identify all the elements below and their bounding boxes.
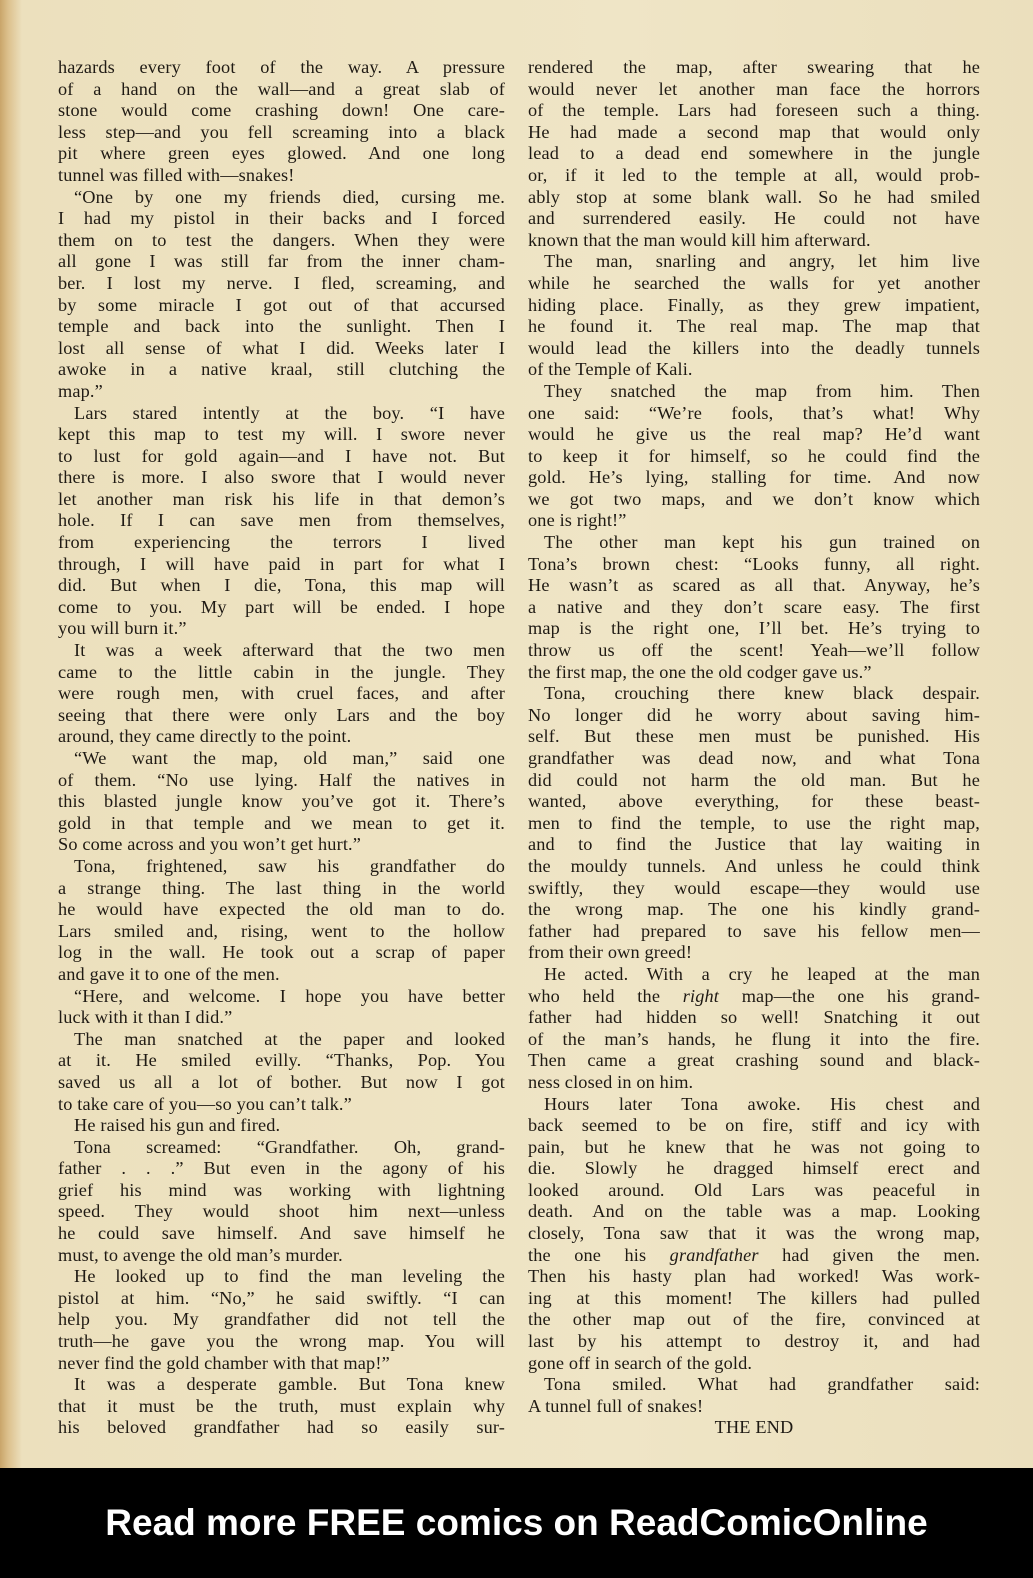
text-line: A tunnel full of snakes! xyxy=(528,1395,704,1416)
text-line: to take care of you—so you can’t talk.” xyxy=(58,1093,352,1114)
the-end-label: THE END xyxy=(714,1417,794,1438)
text-line: throw us off the scent! Yeah—we’ll follow xyxy=(528,640,980,661)
text-line: He had made a second map that would only xyxy=(528,121,980,142)
text-line: ber. I lost my nerve. I fled, screaming, and xyxy=(58,272,505,293)
text-line: around, they came directly to the point. xyxy=(58,726,352,747)
text-line: them on to test the dangers. When they were xyxy=(58,229,505,250)
text-line: ing at this moment! The killers had pulled xyxy=(528,1287,980,1308)
text-line: speed. They would shoot him next—unless xyxy=(58,1201,505,1222)
left-text-column xyxy=(58,57,505,1439)
text-line: Tona screamed: “Grandfather. Oh, grand- xyxy=(74,1136,505,1157)
text-line: swiftly, they would escape—they would use xyxy=(528,877,980,898)
text-line: let another man risk his life in that demon’s xyxy=(58,488,505,509)
text-line: die. Slowly he dragged himself erect and xyxy=(528,1158,980,1179)
footer-banner[interactable] xyxy=(0,1468,1033,1578)
text-line: through, I will have paid in part for what I xyxy=(58,553,505,574)
text-line: father . . .” But even in the agony of his xyxy=(58,1158,505,1179)
italic-text: right xyxy=(682,985,720,1006)
text-line: ably stop at some blank wall. So he had smiled xyxy=(528,186,980,207)
text-line: men to find the temple, to use the right map, xyxy=(528,812,980,833)
text-line: self. But these men must be punished. His xyxy=(528,726,980,747)
text-line: “Here, and welcome. I hope you have better xyxy=(74,985,505,1006)
text-line: Tona, frightened, saw his grandfather do xyxy=(74,855,505,876)
text-line: and surrendered easily. He could not have xyxy=(528,208,980,229)
text-line: truth—he gave you the wrong map. You will xyxy=(58,1331,505,1352)
text-line: would lead the killers into the deadly tunnels xyxy=(528,337,980,358)
text-line: looked around. Old Lars was peaceful in xyxy=(528,1179,980,1200)
text-line: temple and back into the sunlight. Then I xyxy=(58,316,505,337)
text-line: known that the man would kill him afterward. xyxy=(528,229,871,250)
text-line: of a hand on the wall—and a great slab of xyxy=(58,78,505,99)
text-line: would never let another man face the horrors xyxy=(528,78,980,99)
text-line: rendered the map, after swearing that he xyxy=(528,57,980,77)
text-line: tunnel was filled with—snakes! xyxy=(58,164,295,185)
text-line: saved us all a lot of bother. But now I got xyxy=(58,1071,505,1092)
text-line: father had hidden so well! Snatching it out xyxy=(528,1007,980,1028)
text-line: “We want the map, old man,” said one xyxy=(74,748,505,768)
text-line: luck with it than I did.” xyxy=(58,1007,233,1028)
text-line: Lars smiled and, rising, went to the hollow xyxy=(58,920,505,941)
text-line: He raised his gun and fired. xyxy=(74,1115,281,1136)
text-line: he found it. The real map. The map that xyxy=(528,316,980,337)
text-line: Tona’s brown chest: “Looks funny, all right. xyxy=(528,553,980,574)
text-line: he could save himself. And save himself he xyxy=(58,1223,505,1244)
text-segment: the one his xyxy=(528,1244,670,1265)
text-line: a native and they don’t scare easy. The first xyxy=(528,596,980,617)
text-line: and to find the Justice that lay waiting in xyxy=(528,834,980,855)
text-line: gold. He’s lying, stalling for time. And now xyxy=(528,467,980,488)
text-line: It was a week afterward that the two men xyxy=(74,640,505,661)
text-line: a strange thing. The last thing in the world xyxy=(58,877,505,898)
right-text-column xyxy=(528,57,980,1439)
text-line: Tona smiled. What had grandfather said: xyxy=(544,1374,980,1395)
text-line: came to the little cabin in the jungle. They xyxy=(58,661,505,682)
text-line: map.” xyxy=(58,380,103,401)
text-line: It was a desperate gamble. But Tona knew xyxy=(74,1374,505,1395)
text-line: The man, snarling and angry, let him live xyxy=(544,251,980,272)
text-line: there is more. I also swore that I would never xyxy=(58,467,505,488)
text-line: did could not harm the old man. But he xyxy=(528,769,980,790)
text-line: Then his hasty plan had worked! Was work- xyxy=(528,1266,980,1287)
text-line: pistol at him. “No,” he said swiftly. “I can xyxy=(58,1287,505,1308)
text-segment: map—the one his grand- xyxy=(719,985,981,1006)
text-line: all gone I was still far from the inner cham- xyxy=(58,251,505,272)
text-line: of the temple. Lars had foreseen such a thing. xyxy=(528,100,980,121)
text-line: grief his mind was working with lightning xyxy=(58,1179,505,1200)
text-line: the mouldy tunnels. And unless he could think xyxy=(528,855,980,876)
text-line: They snatched the map from him. Then xyxy=(544,380,980,401)
text-line: that it must be the truth, must explain why xyxy=(58,1395,505,1416)
text-line: you will burn it.” xyxy=(58,618,187,639)
text-line: I had my pistol in their backs and I forced xyxy=(58,208,505,229)
text-line: last by his attempt to destroy it, and had xyxy=(528,1331,980,1352)
text-line: grandfather was dead now, and what Tona xyxy=(528,748,980,768)
text-line: the first map, the one the old codger gave us.” xyxy=(528,661,872,682)
text-line: hiding place. Finally, as they grew impatient, xyxy=(528,294,980,315)
text-line: Tona, crouching there knew black despair. xyxy=(544,683,980,704)
text-line: while he searched the walls for yet another xyxy=(528,272,980,293)
text-line: gold in that temple and we mean to get it. xyxy=(58,812,505,833)
text-line: to keep it for himself, so he could find the xyxy=(528,445,980,466)
text-line: the other map out of the fire, convinced at xyxy=(528,1309,980,1330)
text-line: he would have expected the old man to do. xyxy=(58,899,505,920)
text-line: of the man’s hands, he flung it into the fire. xyxy=(528,1028,980,1049)
text-line: The other man kept his gun trained on xyxy=(544,532,980,553)
text-line: help you. My grandfather did not tell the xyxy=(58,1309,505,1330)
text-line: were rough men, with cruel faces, and after xyxy=(58,683,505,704)
text-line: lost all sense of what I did. Weeks later I xyxy=(58,337,505,358)
text-line: death. And on the table was a map. Looking xyxy=(528,1201,980,1222)
text-line: So come across and you won’t get hurt.” xyxy=(58,834,362,855)
text-line: or, if it led to the temple at all, would prob- xyxy=(528,164,980,185)
text-line: did. But when I die, Tona, this map will xyxy=(58,575,505,596)
text-line: Lars stared intently at the boy. “I have xyxy=(74,402,505,423)
text-line: never find the gold chamber with that map!” xyxy=(58,1352,390,1373)
text-line: “One by one my friends died, cursing me. xyxy=(74,186,505,207)
text-line: one is right!” xyxy=(528,510,627,531)
text-line: by some miracle I got out of that accursed xyxy=(58,294,505,315)
text-line: He acted. With a cry he leaped at the man xyxy=(544,963,980,984)
text-line: kept this map to test my will. I swore never xyxy=(58,424,505,445)
text-line: the wrong map. The one his kindly grand- xyxy=(528,899,980,920)
text-line xyxy=(528,986,980,1008)
text-line: log in the wall. He took out a scrap of paper xyxy=(58,942,505,963)
footer-banner-text[interactable]: Read more FREE comics on ReadComicOnline xyxy=(105,1502,928,1543)
text-line: Then came a great crashing sound and black- xyxy=(528,1050,980,1071)
text-line: from experiencing the terrors I lived xyxy=(58,532,505,553)
text-line: must, to avenge the old man’s murder. xyxy=(58,1244,343,1265)
text-segment: who held the xyxy=(528,985,683,1006)
text-line: pain, but he knew that he was not going to xyxy=(528,1136,980,1157)
text-line: at it. He smiled evilly. “Thanks, Pop. You xyxy=(58,1050,505,1071)
text-line: The man snatched at the paper and looked xyxy=(74,1028,505,1049)
text-line: stone would come crashing down! One care- xyxy=(58,100,505,121)
text-line: wanted, above everything, for these beast- xyxy=(528,791,980,812)
text-line: father had prepared to save his fellow men— xyxy=(528,920,980,941)
text-line: He looked up to find the man leveling the xyxy=(74,1266,505,1287)
text-line: hazards every foot of the way. A pressure xyxy=(58,57,505,77)
text-line: and gave it to one of the men. xyxy=(58,963,280,984)
text-line: would he give us the real map? He’d want xyxy=(528,424,980,445)
text-line: we got two maps, and we don’t know which xyxy=(528,488,980,509)
text-line: of the Temple of Kali. xyxy=(528,359,693,380)
text-line: closely, Tona saw that it was the wrong map, xyxy=(528,1223,980,1244)
text-line: his beloved grandfather had so easily sur- xyxy=(58,1417,505,1438)
text-line: of them. “No use lying. Half the natives in xyxy=(58,769,505,790)
text-line: come to you. My part will be ended. I hope xyxy=(58,596,505,617)
text-line: lead to a dead end somewhere in the jungle xyxy=(528,143,980,164)
italic-text: grandfather xyxy=(669,1244,759,1265)
text-line: awoke in a native kraal, still clutching the xyxy=(58,359,505,380)
text-line: hole. If I can save men from themselves, xyxy=(58,510,505,531)
text-line: seeing that there were only Lars and the boy xyxy=(58,704,505,725)
text-line: one said: “We’re fools, that’s what! Why xyxy=(528,402,980,423)
text-line: ness closed in on him. xyxy=(528,1071,694,1092)
text-line: No longer did he worry about saving him- xyxy=(528,704,980,725)
text-line: pit where green eyes glowed. And one long xyxy=(58,143,505,164)
text-line: to lust for gold again—and I have not. But xyxy=(58,445,505,466)
text-line: less step—and you fell screaming into a black xyxy=(58,121,505,142)
text-line: He wasn’t as scared as all that. Anyway, he’s xyxy=(528,575,980,596)
text-line: from their own greed! xyxy=(528,942,693,963)
text-segment: had given the men. xyxy=(758,1244,980,1265)
text-line: this blasted jungle know you’ve got it. There’s xyxy=(58,791,505,812)
text-line xyxy=(528,1245,980,1267)
text-line: gone off in search of the gold. xyxy=(528,1352,753,1373)
text-line: map is the right one, I’ll bet. He’s trying to xyxy=(528,618,980,639)
text-line: back seemed to be on fire, stiff and icy with xyxy=(528,1115,980,1136)
text-line: Hours later Tona awoke. His chest and xyxy=(544,1093,980,1114)
